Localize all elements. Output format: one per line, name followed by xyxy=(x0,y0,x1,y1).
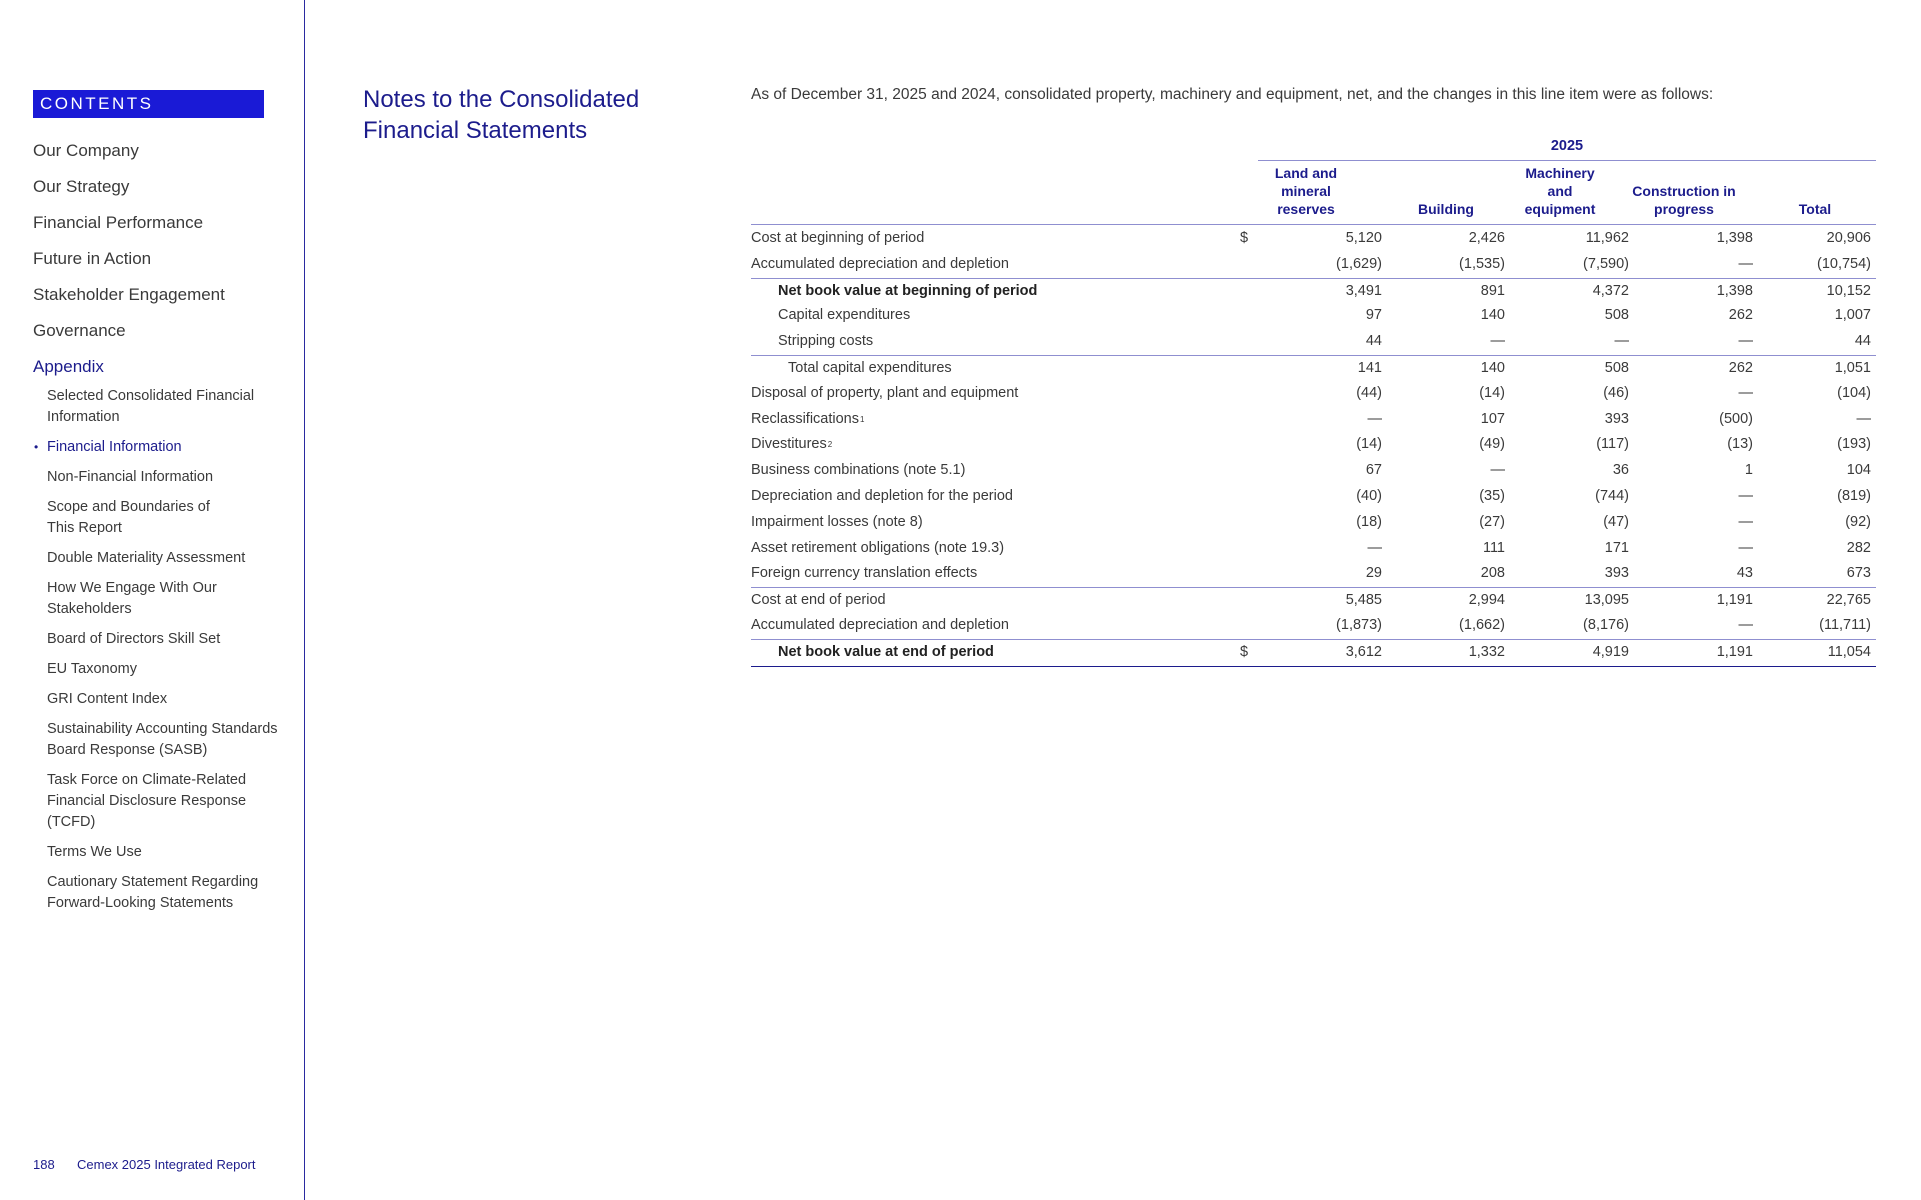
sub-item-terms-we-use[interactable]: Terms We Use xyxy=(47,844,142,860)
table-row xyxy=(751,536,1876,562)
table-row xyxy=(751,639,1876,667)
row-label-text: Net book value at end of period xyxy=(778,643,994,660)
footnote-marker: 2 xyxy=(827,440,833,450)
sub-item-eu-taxonomy[interactable]: EU Taxonomy xyxy=(47,661,137,677)
cell-value: — xyxy=(1738,539,1753,556)
header-divider xyxy=(751,224,1876,225)
col-header-land: Land and mineral reserves xyxy=(1274,165,1338,217)
cell-value: 44 xyxy=(1365,333,1382,350)
cell-value: (8,176) xyxy=(1583,617,1629,633)
row-label-text: Stripping costs xyxy=(778,333,874,350)
cell-value: 13,095 xyxy=(1584,592,1629,609)
cell-value: 36 xyxy=(1612,462,1629,479)
sub-item-how-we-engage[interactable]: How We Engage With Our Stakeholders xyxy=(47,580,217,617)
row-label-text: Accumulated depreciation and depletion xyxy=(751,255,1009,272)
row-label xyxy=(751,407,864,432)
sub-item-non-financial-information[interactable]: Non-Financial Information xyxy=(47,469,214,485)
nav-item-future-in-action[interactable]: Future in Action xyxy=(33,249,152,268)
cell-value: 111 xyxy=(1482,539,1505,556)
cell-value: (1,662) xyxy=(1459,617,1505,633)
cell-value: — xyxy=(1738,333,1753,350)
table-row xyxy=(751,381,1876,407)
table-row xyxy=(751,561,1876,587)
cell-value: 67 xyxy=(1365,462,1382,479)
cell-value: (10,754) xyxy=(1816,255,1871,272)
cell-value: 1,398 xyxy=(1716,230,1753,246)
cell-value: 4,919 xyxy=(1592,643,1629,660)
cell-value: — xyxy=(1367,539,1382,556)
cell-value: 1,191 xyxy=(1716,643,1753,660)
cell-value: (27) xyxy=(1479,513,1505,530)
cell-value: (35) xyxy=(1479,488,1505,504)
row-label-text: Impairment losses (note 8) xyxy=(751,513,923,530)
cell-value: (1,535) xyxy=(1459,255,1505,272)
row-label xyxy=(751,561,977,586)
cell-value: 43 xyxy=(1736,565,1753,582)
row-label xyxy=(751,613,1009,638)
cell-value: 29 xyxy=(1365,565,1382,582)
cell-value: 3,612 xyxy=(1345,643,1382,660)
cell-value: 10,152 xyxy=(1826,282,1871,299)
table-row xyxy=(751,510,1876,536)
cell-value: 2,994 xyxy=(1468,592,1505,609)
cell-value: (500) xyxy=(1719,410,1753,427)
nav-item-our-strategy[interactable]: Our Strategy xyxy=(33,177,130,196)
row-label xyxy=(778,279,1037,304)
cell-value: (44) xyxy=(1356,384,1382,401)
cell-value: (11,711) xyxy=(1819,617,1871,633)
table-row xyxy=(751,613,1876,639)
cell-value: — xyxy=(1856,410,1871,427)
cell-value: — xyxy=(1738,488,1753,504)
cell-value: 673 xyxy=(1846,565,1871,582)
cell-value: (7,590) xyxy=(1583,255,1629,272)
cell-value: — xyxy=(1738,513,1753,530)
cell-value: (193) xyxy=(1837,436,1871,453)
cell-value: (18) xyxy=(1356,513,1382,530)
cell-value: — xyxy=(1738,384,1753,401)
cell-value: 1,398 xyxy=(1716,282,1753,299)
cell-value: 891 xyxy=(1480,282,1505,299)
cell-value: 1,191 xyxy=(1716,592,1753,609)
contents-label: CONTENTS xyxy=(33,90,264,118)
nav-item-governance[interactable]: Governance xyxy=(33,321,126,340)
table-row xyxy=(751,329,1876,355)
row-label-text: Foreign currency translation effects xyxy=(751,565,978,582)
col-header-machinery: Machinery and equipment xyxy=(1524,165,1596,217)
cell-value: (819) xyxy=(1837,488,1871,504)
row-label-text: Cost at end of period xyxy=(751,592,886,609)
cell-value: 282 xyxy=(1846,539,1871,556)
table-row xyxy=(751,278,1876,305)
footnote-marker: 1 xyxy=(860,414,865,424)
sub-item-scope-and-boundaries[interactable]: Scope and Boundaries of This Report xyxy=(47,499,210,536)
row-label-text: Asset retirement obligations (note 19.3) xyxy=(751,539,1005,556)
cell-value: 1,007 xyxy=(1834,307,1871,324)
cell-value: 508 xyxy=(1604,307,1629,324)
cell-value: 44 xyxy=(1854,333,1871,350)
row-label-text: Depreciation and depletion for the period xyxy=(751,488,1013,504)
cell-value: (40) xyxy=(1356,488,1382,504)
cell-value: (744) xyxy=(1595,488,1629,504)
cell-value: 104 xyxy=(1846,462,1871,479)
row-label xyxy=(751,252,1009,277)
cell-value: 107 xyxy=(1480,410,1505,427)
row-label-text: Accumulated depreciation and depletion xyxy=(751,617,1009,633)
nav-item-our-company[interactable]: Our Company xyxy=(33,141,139,160)
table-row xyxy=(751,355,1876,382)
current-bullet-icon: • xyxy=(34,440,39,454)
table-row xyxy=(751,303,1876,329)
cell-value: 5,120 xyxy=(1345,230,1382,246)
row-label xyxy=(778,303,910,328)
nav-item-appendix[interactable]: Appendix xyxy=(33,357,104,376)
cell-value: 140 xyxy=(1480,307,1505,324)
row-label xyxy=(751,458,965,483)
cell-value: 11,962 xyxy=(1585,230,1629,246)
sub-item-tcfd[interactable]: Task Force on Climate-Related Financial Disclosure Response (TCFD) xyxy=(47,772,247,830)
table-row xyxy=(751,458,1876,484)
sub-item-cautionary-statement[interactable]: Cautionary Statement Regarding Forward-Looking Statements xyxy=(47,874,259,911)
cell-value: 508 xyxy=(1604,360,1629,376)
row-label-text: Reclassifications xyxy=(751,410,859,427)
cell-value: 1,332 xyxy=(1468,643,1505,660)
row-label xyxy=(751,588,886,613)
cell-value: (14) xyxy=(1479,384,1505,401)
cell-value: 393 xyxy=(1604,565,1629,582)
section-title: Notes to the Consolidated Financial Statements xyxy=(363,86,640,144)
cell-value: (104) xyxy=(1837,384,1871,401)
row-label xyxy=(788,356,952,381)
sub-item-double-materiality-assessment[interactable]: Double Materiality Assessment xyxy=(47,550,246,566)
cell-value: 97 xyxy=(1365,307,1382,324)
cell-value: (117) xyxy=(1596,436,1629,453)
cell-value: 1 xyxy=(1744,462,1753,479)
sub-item-label: Financial Information xyxy=(47,439,182,455)
cell-value: — xyxy=(1490,333,1505,350)
cell-value: — xyxy=(1738,617,1753,633)
row-label xyxy=(751,510,923,535)
cell-value: (1,629) xyxy=(1336,255,1382,272)
row-label-text: Capital expenditures xyxy=(778,307,911,324)
cell-value: 262 xyxy=(1728,307,1753,324)
cell-value: (46) xyxy=(1603,384,1629,401)
table-row xyxy=(751,407,1876,433)
sub-item-sasb[interactable]: Sustainability Accounting Standards Board Response (SASB) xyxy=(47,721,278,758)
row-label xyxy=(778,329,873,354)
cell-value: (49) xyxy=(1479,436,1505,453)
row-label xyxy=(751,381,1018,406)
cell-value: (1,873) xyxy=(1336,617,1382,633)
row-label xyxy=(751,484,1013,509)
table-row xyxy=(751,432,1876,458)
row-label-text: Net book value at beginning of period xyxy=(778,282,1038,299)
cell-value: (47) xyxy=(1603,513,1629,530)
cell-value: (13) xyxy=(1727,436,1753,453)
sub-item-selected-consolidated-financial-information[interactable]: Selected Consolidated Financial Information xyxy=(47,388,255,425)
cell-value: 171 xyxy=(1604,539,1629,556)
cell-value: — xyxy=(1367,410,1382,427)
currency-symbol: $ xyxy=(1240,643,1249,660)
cell-value: (92) xyxy=(1845,513,1871,530)
cell-value: 2,426 xyxy=(1468,230,1505,246)
cell-value: 140 xyxy=(1480,360,1505,376)
cell-value: — xyxy=(1614,333,1629,350)
year-header: 2025 xyxy=(1258,138,1876,161)
cell-value: 1,051 xyxy=(1834,360,1871,376)
col-header-construction: Construction in progress xyxy=(1632,183,1736,217)
row-label-text: Cost at beginning of period xyxy=(751,230,925,246)
cell-value: — xyxy=(1738,255,1753,272)
cell-value: 393 xyxy=(1604,410,1629,427)
row-label-text: Total capital expenditures xyxy=(788,360,952,376)
cell-value: 5,485 xyxy=(1345,592,1382,609)
currency-symbol: $ xyxy=(1240,230,1249,246)
cell-value: 22,765 xyxy=(1826,592,1871,609)
row-label xyxy=(751,536,1004,561)
row-label xyxy=(778,640,994,665)
row-label xyxy=(751,226,924,251)
table-row xyxy=(751,252,1876,278)
cell-value: (14) xyxy=(1356,436,1382,453)
row-label-text: Divestitures xyxy=(751,436,827,453)
report-title: Cemex 2025 Integrated Report xyxy=(77,1157,256,1172)
row-label-text: Business combinations (note 5.1) xyxy=(751,462,966,479)
cell-value: 208 xyxy=(1480,565,1505,582)
sub-item-gri-content-index[interactable]: GRI Content Index xyxy=(47,691,168,707)
table-row xyxy=(751,226,1876,252)
col-header-total: Total xyxy=(1798,201,1832,217)
sub-item-financial-information[interactable] xyxy=(34,437,182,458)
cell-value: 4,372 xyxy=(1592,282,1629,299)
table-row xyxy=(751,484,1876,510)
row-label xyxy=(751,432,832,457)
page-number: 188 xyxy=(33,1157,55,1172)
sub-item-board-of-directors-skill-set[interactable]: Board of Directors Skill Set xyxy=(47,631,221,647)
cell-value: — xyxy=(1490,462,1505,479)
cell-value: 3,491 xyxy=(1345,282,1382,299)
col-header-building: Building xyxy=(1418,201,1474,217)
sidebar xyxy=(0,0,305,1200)
row-label-text: Disposal of property, plant and equipment xyxy=(751,384,1019,401)
cell-value: 20,906 xyxy=(1826,230,1871,246)
table-row xyxy=(751,587,1876,614)
cell-value: 141 xyxy=(1357,360,1382,376)
cell-value: 262 xyxy=(1728,360,1753,376)
nav-item-stakeholder-engagement[interactable]: Stakeholder Engagement xyxy=(33,285,225,304)
cell-value: 11,054 xyxy=(1827,643,1871,660)
nav-item-financial-performance[interactable]: Financial Performance xyxy=(33,213,204,232)
intro-text: As of December 31, 2025 and 2024, consolidated property, machinery and equipment, net, and the changes in this line item were as follows: xyxy=(751,86,1714,103)
